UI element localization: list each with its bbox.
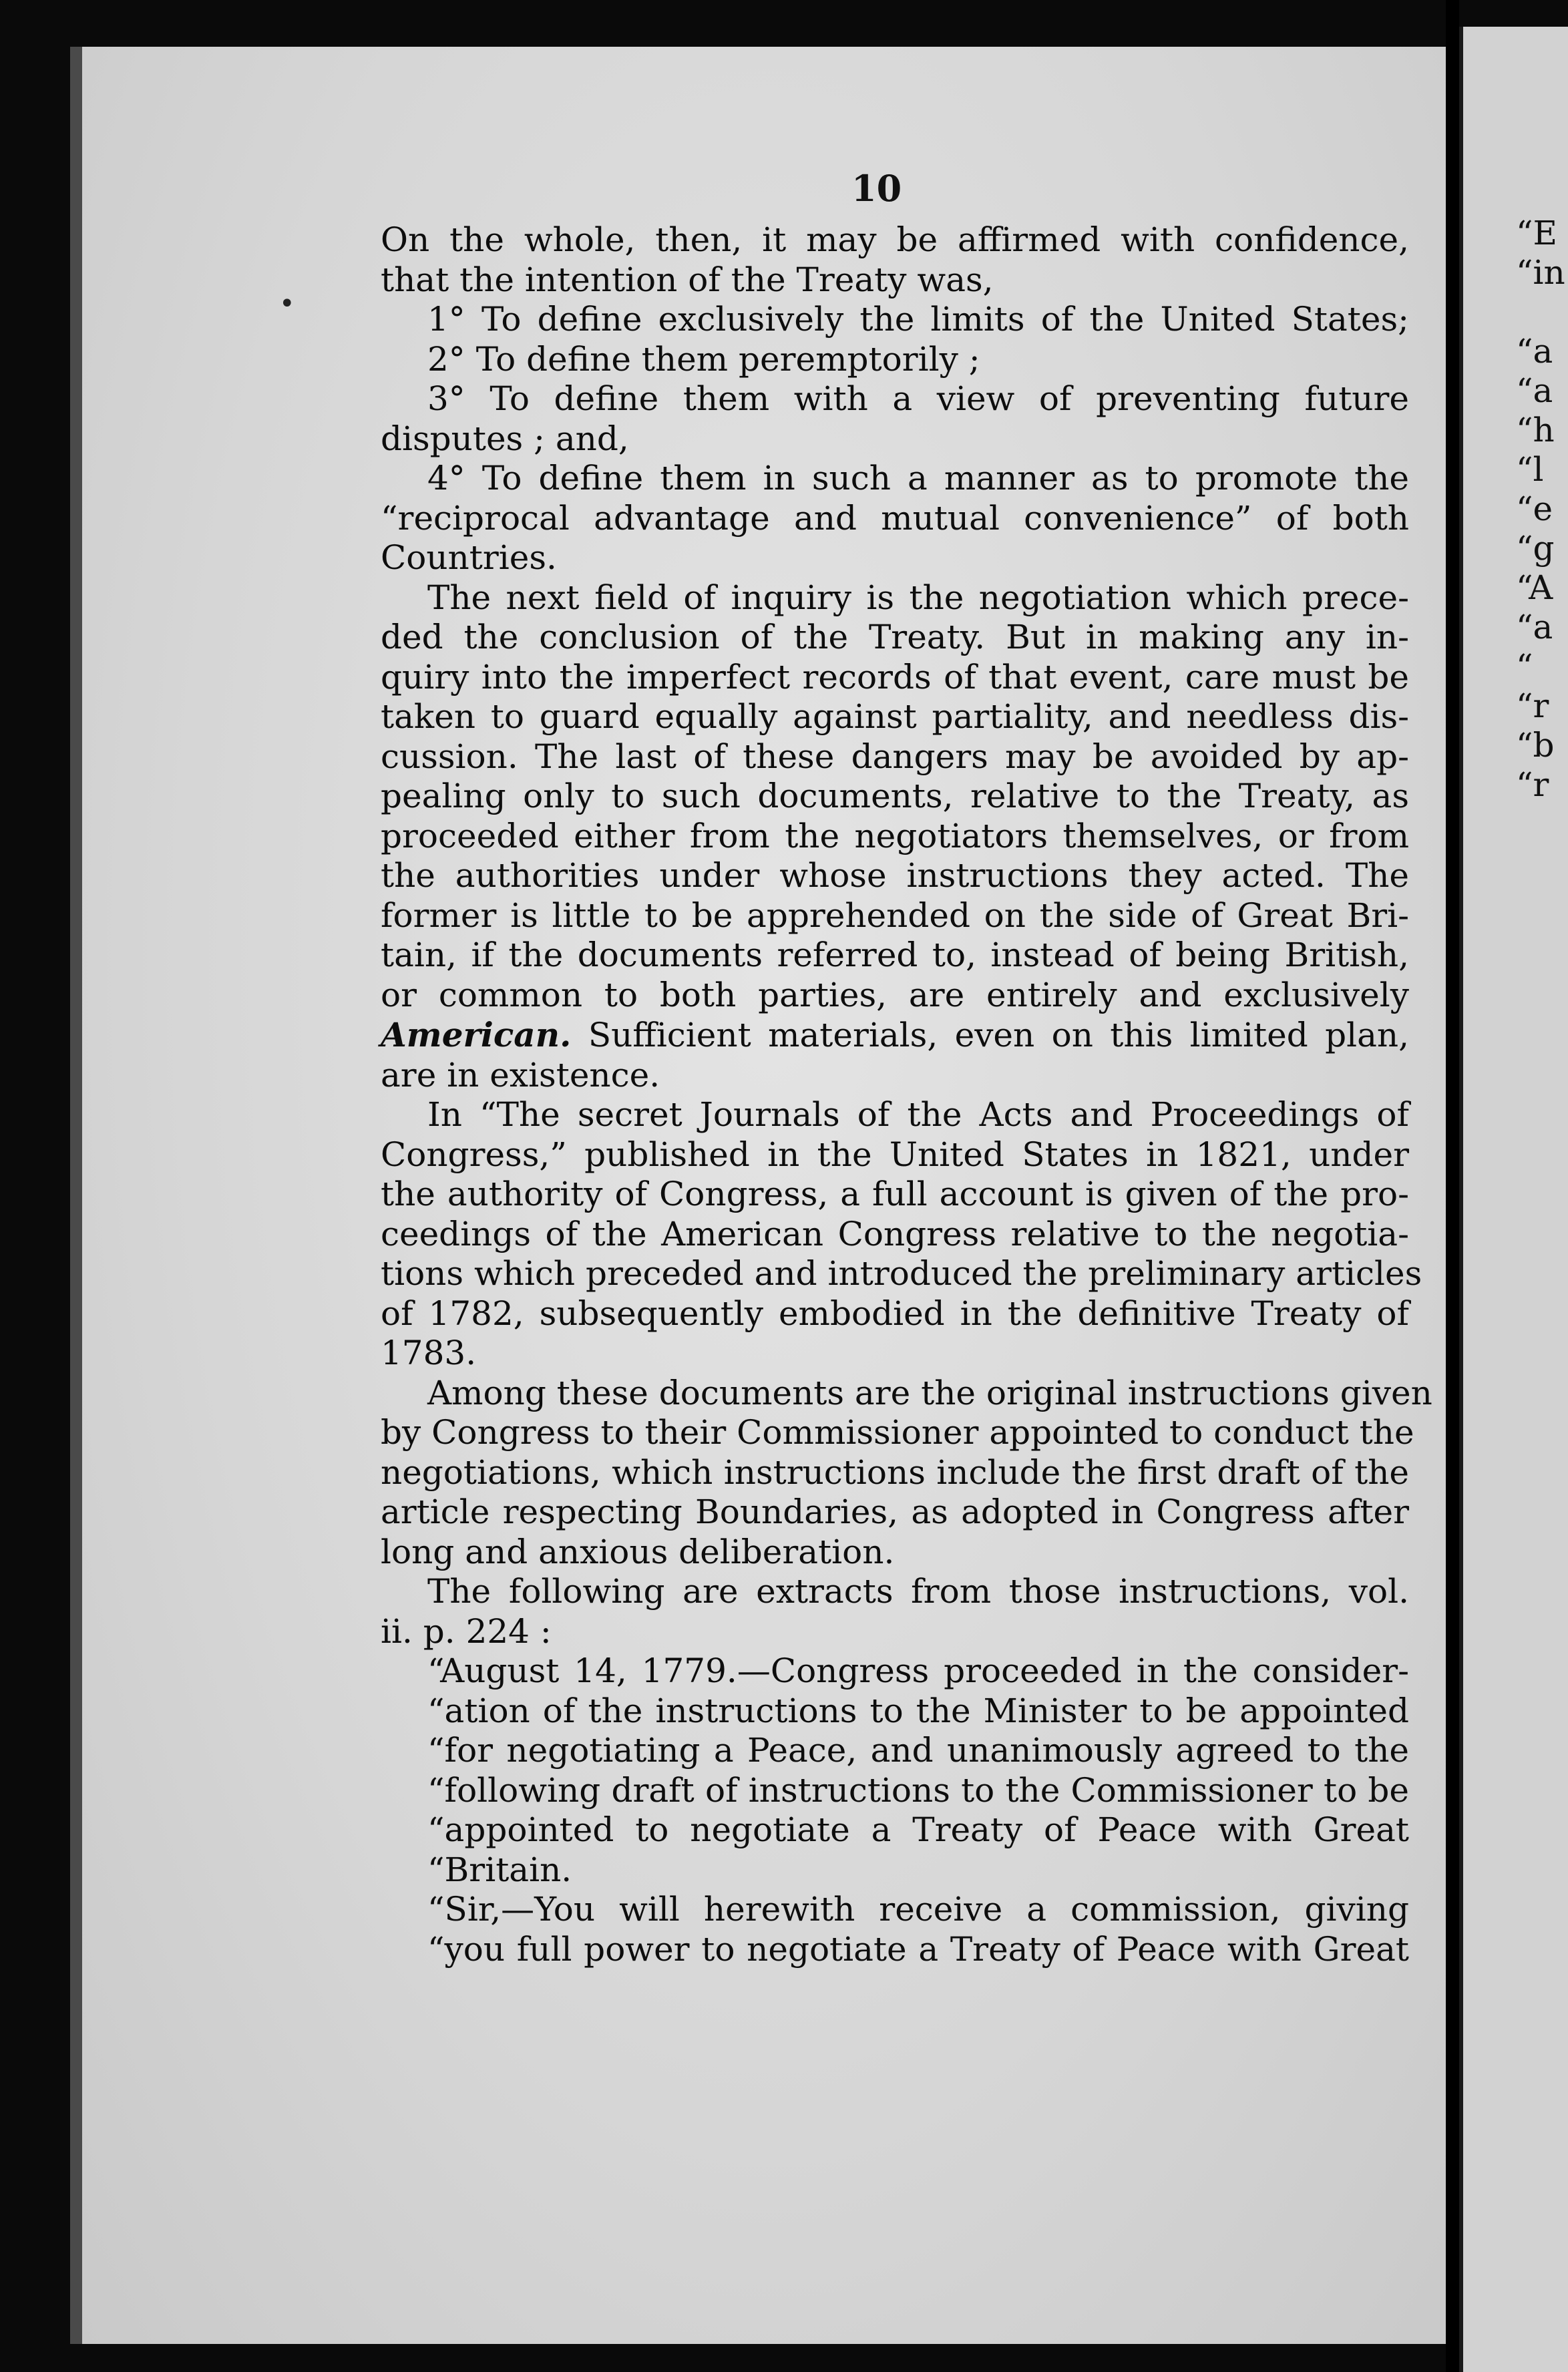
facing-page-fragment: “A [1516, 568, 1553, 607]
text-line: Among these documents are the original instructions given [427, 1373, 1432, 1412]
text-line: On the whole, then, it may be affirmed with confidence, [381, 220, 1409, 259]
text-line: In “The secret Journals of the Acts and Proceedings of [427, 1095, 1409, 1134]
text-line: The following are extracts from those instructions, vol. [427, 1572, 1409, 1611]
text-line: 1° To define exclusively the limits of the United States; [427, 300, 1409, 339]
text-line: ded the conclusion of the Treaty. But in making any in- [381, 618, 1409, 656]
text-line: ceedings of the American Congress relative to the negotia- [381, 1214, 1409, 1253]
text-line: “for negotiating a Peace, and unanimously agreed to the [427, 1731, 1409, 1770]
facing-page-fragments [1516, 214, 1565, 805]
text-line: cussion. The last of these dangers may be avoided by ap- [381, 737, 1409, 776]
text-line: long and anxious deliberation. [381, 1532, 895, 1571]
facing-page-fragment: “a [1516, 608, 1553, 646]
text-line: “Britain. [427, 1850, 572, 1889]
facing-page-fragment [1516, 292, 1565, 332]
page-number: 10 [851, 167, 902, 210]
facing-page-fragment: “a [1516, 371, 1553, 410]
text-line: The next field of inquiry is the negotiation which prece- [427, 578, 1409, 617]
facing-page-fragment: “g [1516, 529, 1555, 568]
text-line: by Congress to their Commissioner appointed to conduct the [381, 1413, 1414, 1452]
facing-page-fragment: “r [1516, 686, 1549, 725]
text-line: “reciprocal advantage and mutual convenience” of both [381, 498, 1409, 538]
facing-page-fragment: “h [1516, 411, 1555, 449]
text-line: the authorities under whose instructions they acted. The [381, 856, 1409, 895]
text-line: Congress,” published in the United States in 1821, under [381, 1135, 1409, 1174]
body-text [381, 220, 1432, 1969]
text-line: are in existence. [381, 1055, 660, 1095]
text-line: or common to both parties, are entirely and exclusively [381, 975, 1409, 1014]
margin-speck: • [279, 288, 295, 319]
text-line: that the intention of the Treaty was, [381, 260, 994, 299]
facing-page-fragment: “E [1516, 214, 1558, 252]
text-line: taken to guard equally against partiality, and needless dis- [381, 697, 1409, 736]
text-line: “you full power to negotiate a Treaty of Peace with Great [427, 1929, 1409, 1969]
text-line: “August 14, 1779.—Congress proceeded in the consider- [427, 1651, 1409, 1690]
text-line: disputes ; and, [381, 419, 629, 458]
text-line: Countries. [381, 538, 557, 577]
text-line: “ation of the instructions to the Minister to be appointed [427, 1691, 1409, 1730]
text-line: 3° To define them with a view of preventing future [427, 379, 1409, 418]
book-gutter [1446, 0, 1459, 2372]
text-line: 1783. [381, 1334, 477, 1372]
text-line: tain, if the documents referred to, instead of being British, [381, 936, 1409, 974]
text-line: article respecting Boundaries, as adopted in Congress after [381, 1493, 1409, 1531]
facing-page-fragment: “e [1516, 489, 1553, 528]
text-line: American. Sufficient materials, even on this limited plan, [381, 1015, 1409, 1054]
facing-page-fragment: “in [1516, 253, 1565, 292]
text-line: 4° To define them in such a manner as to promote the [427, 459, 1409, 498]
text-line: the authority of Congress, a full account is given of the pro- [381, 1175, 1409, 1213]
text-line: tions which preceded and introduced the preliminary articles [381, 1254, 1422, 1293]
text-line: former is little to be apprehended on the side of Great Bri- [381, 896, 1409, 935]
text-line: quiry into the imperfect records of that event, care must be [381, 657, 1409, 697]
text-line: negotiations, which instructions include the first draft of the [381, 1452, 1409, 1492]
text-line: 2° To define them peremptorily ; [427, 339, 980, 379]
facing-page-fragment: “a [1516, 332, 1553, 371]
facing-page-fragment: “r [1516, 765, 1549, 804]
facing-page-fragment: “l [1516, 450, 1544, 489]
text-line: “Sir,—You will herewith receive a commission, giving [427, 1890, 1409, 1929]
text-line: proceeded either from the negotiators themselves, or from [381, 816, 1409, 855]
text-line: ii. p. 224 : [381, 1611, 552, 1651]
facing-page-fragment: “ [1516, 647, 1533, 686]
text-line: pealing only to such documents, relative to the Treaty, as [381, 777, 1409, 815]
facing-page-fragment: “b [1516, 726, 1555, 765]
text-line: “appointed to negotiate a Treaty of Peace with Great [427, 1810, 1409, 1849]
text-line: of 1782, subsequently embodied in the definitive Treaty of [381, 1294, 1409, 1333]
text-line: “following draft of instructions to the Commissioner to be [427, 1770, 1409, 1810]
